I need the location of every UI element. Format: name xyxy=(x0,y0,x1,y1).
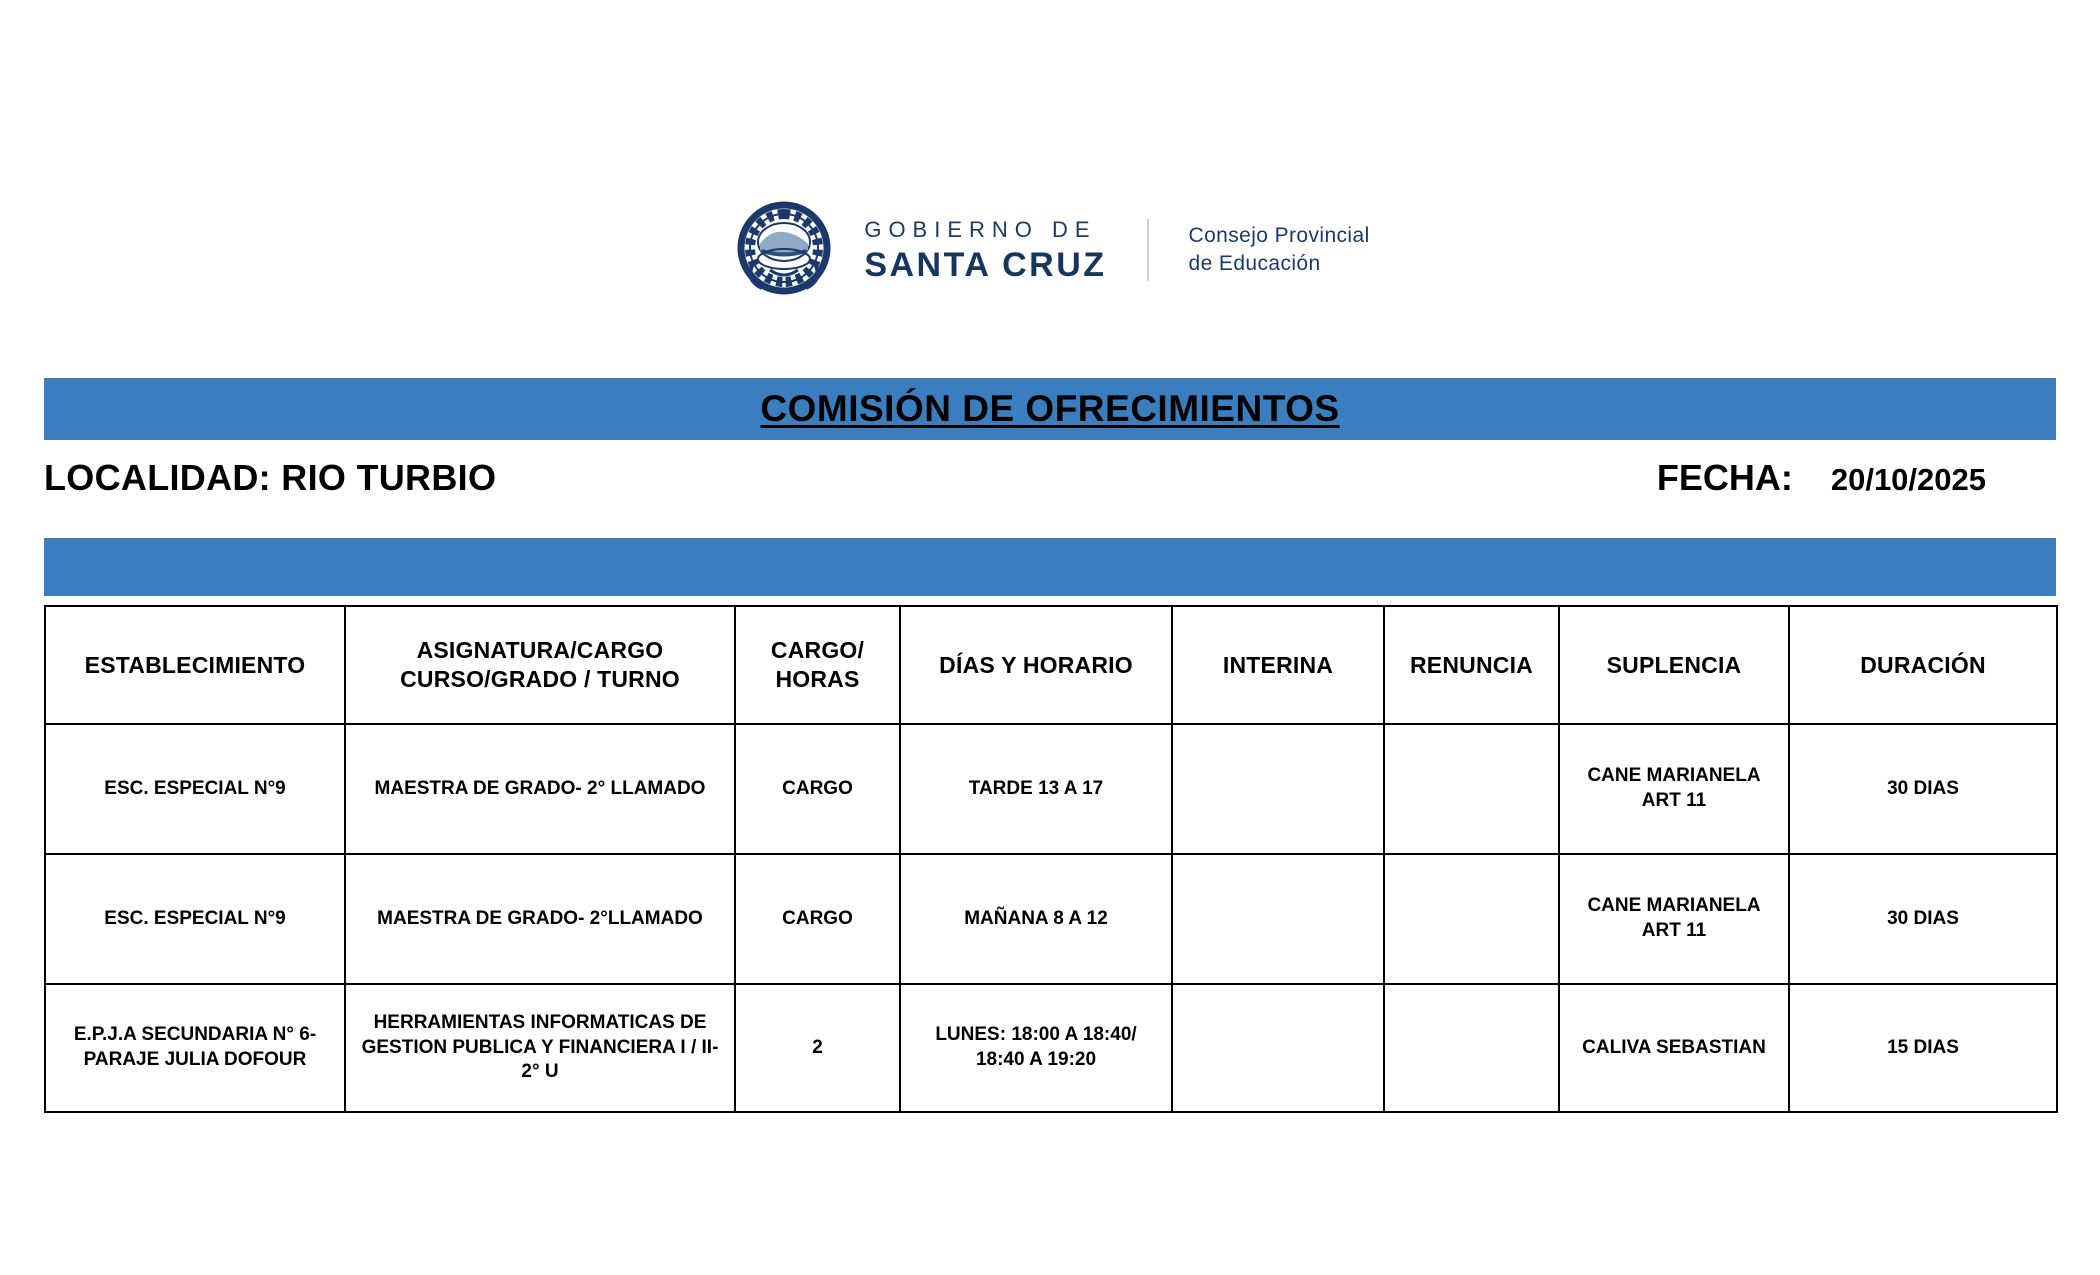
gov-line-1: GOBIERNO DE xyxy=(864,216,1097,242)
cell-duracion: 15 DIAS xyxy=(1789,984,2057,1112)
cell-establecimiento: ESC. ESPECIAL N°9 xyxy=(45,724,345,854)
cell-renuncia xyxy=(1384,854,1559,984)
cell-asignatura: MAESTRA DE GRADO- 2° LLAMADO xyxy=(345,724,735,854)
cell-duracion: 30 DIAS xyxy=(1789,854,2057,984)
column-header-cargo-line1: CARGO/ xyxy=(770,637,865,664)
cell-suplencia-line2: ART 11 xyxy=(1641,790,1707,811)
council-wordmark xyxy=(1189,222,1370,279)
blue-spacer-bar xyxy=(44,538,2056,596)
column-header-dias-horario: DÍAS Y HORARIO xyxy=(900,606,1172,724)
cell-establecimiento-line1: E.P.J.A SECUNDARIA N° 6- xyxy=(73,1024,317,1046)
gov-line-2: SANTA CRUZ xyxy=(864,245,1107,284)
government-wordmark xyxy=(864,216,1107,284)
column-header-renuncia: RENUNCIA xyxy=(1384,606,1559,724)
council-line-1: Consejo Provincial xyxy=(1188,223,1370,247)
cell-suplencia-line1: CANE MARIANELA xyxy=(1587,765,1761,787)
fecha-label: FECHA: xyxy=(1656,457,1793,498)
document-title-bar xyxy=(44,378,2056,440)
column-header-cargo-line2: HORAS xyxy=(775,666,860,692)
fecha-value: 20/10/2025 xyxy=(1830,462,1986,497)
cell-duracion: 30 DIAS xyxy=(1789,724,2057,854)
column-header-duracion: DURACIÓN xyxy=(1789,606,2057,724)
cell-dias-horario-line2: 18:40 A 19:20 xyxy=(975,1049,1097,1070)
column-header-asignatura-line1: ASIGNATURA/CARGO xyxy=(416,637,664,664)
cell-cargo-horas: 2 xyxy=(735,984,900,1112)
cell-cargo-horas: CARGO xyxy=(735,854,900,984)
logo-divider xyxy=(1147,219,1149,281)
table-row xyxy=(45,984,2057,1112)
page-title: COMISIÓN DE OFRECIMIENTOS xyxy=(760,388,1340,429)
offers-table-wrapper xyxy=(44,605,2056,1113)
cell-dias-horario-line1: LUNES: 18:00 A 18:40/ xyxy=(935,1024,1137,1046)
institutional-header xyxy=(0,190,2100,310)
table-header-row xyxy=(45,606,2057,724)
cell-asignatura-line3: 2° U xyxy=(521,1061,559,1083)
cell-dias-horario xyxy=(900,984,1172,1112)
cell-establecimiento xyxy=(45,984,345,1112)
column-header-asignatura xyxy=(345,606,735,724)
cell-renuncia xyxy=(1384,984,1559,1112)
cell-renuncia xyxy=(1384,724,1559,854)
fecha-group xyxy=(1657,457,2056,499)
column-header-suplencia: SUPLENCIA xyxy=(1559,606,1789,724)
document-meta-row xyxy=(44,452,2056,504)
column-header-interina: INTERINA xyxy=(1172,606,1384,724)
cell-suplencia xyxy=(1559,724,1789,854)
column-header-cargo-horas xyxy=(735,606,900,724)
cell-suplencia-line1: CANE MARIANELA xyxy=(1587,895,1761,917)
logo-block xyxy=(730,196,1369,304)
cell-asignatura: MAESTRA DE GRADO- 2°LLAMADO xyxy=(345,854,735,984)
cell-cargo-horas: CARGO xyxy=(735,724,900,854)
council-line-2: de Educación xyxy=(1188,252,1321,275)
localidad-label: LOCALIDAD: RIO TURBIO xyxy=(44,457,497,498)
cell-suplencia: CALIVA SEBASTIAN xyxy=(1559,984,1789,1112)
column-header-establecimiento: ESTABLECIMIENTO xyxy=(45,606,345,724)
cell-suplencia xyxy=(1559,854,1789,984)
cell-dias-horario: TARDE 13 A 17 xyxy=(900,724,1172,854)
table-row xyxy=(45,854,2057,984)
cell-interina xyxy=(1172,854,1384,984)
cell-asignatura xyxy=(345,984,735,1112)
column-header-asignatura-line2: CURSO/GRADO / TURNO xyxy=(400,666,680,692)
cell-establecimiento: ESC. ESPECIAL N°9 xyxy=(45,854,345,984)
cell-dias-horario: MAÑANA 8 A 12 xyxy=(900,854,1172,984)
offers-table xyxy=(44,605,2058,1113)
cell-asignatura-line2: GESTION PUBLICA Y FINANCIERA I / II- xyxy=(361,1036,719,1058)
cell-establecimiento-line2: PARAJE JULIA DOFOUR xyxy=(83,1049,307,1070)
cell-asignatura-line1: HERRAMIENTAS INFORMATICAS DE xyxy=(373,1011,707,1033)
santa-cruz-crest-icon xyxy=(730,196,838,304)
table-row xyxy=(45,724,2057,854)
cell-suplencia-line2: ART 11 xyxy=(1641,920,1707,941)
cell-interina xyxy=(1172,984,1384,1112)
cell-interina xyxy=(1172,724,1384,854)
